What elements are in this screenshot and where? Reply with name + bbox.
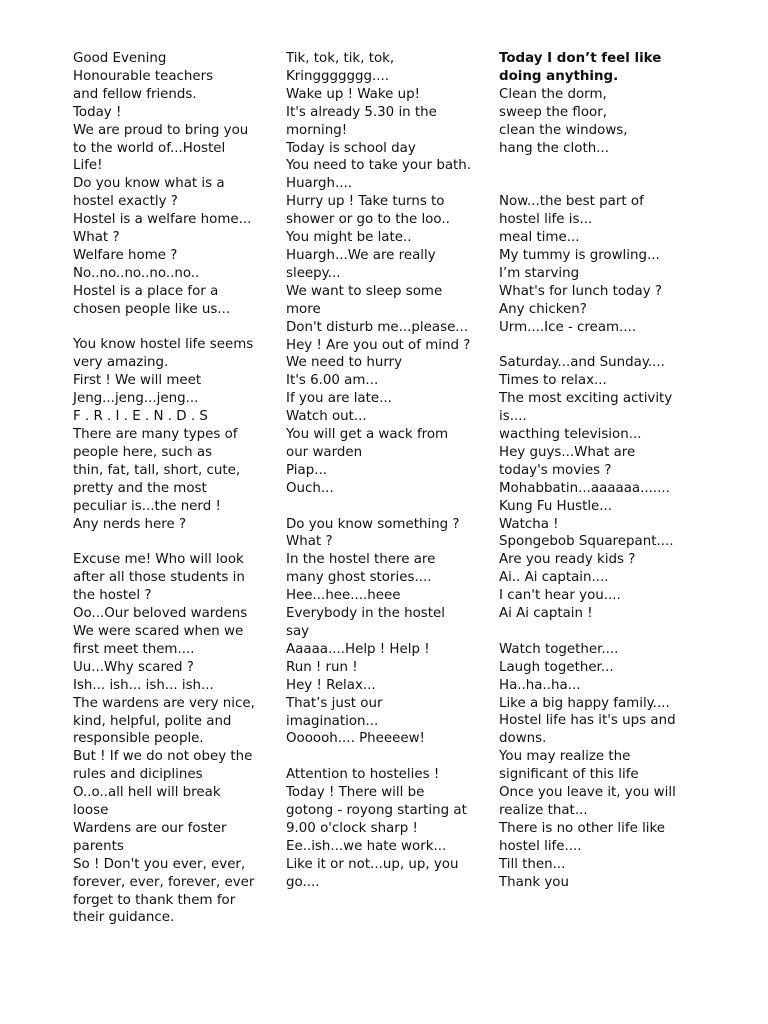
text-line: people here, such as [73, 444, 213, 460]
text-line: Tik, tok, tik, tok, [286, 51, 395, 66]
text-line: Like a big happy family.... [499, 695, 670, 711]
text-line: What ? [286, 534, 333, 550]
text-line: Ee..ish...we hate work... [286, 838, 447, 854]
text-line: But ! If we do not obey the [73, 749, 253, 765]
text-line: Watch out... [286, 409, 367, 425]
text-line: Everybody in the hostel [286, 606, 445, 622]
text-line: Ai.. Ai captain.... [499, 570, 609, 586]
text-line: after all those students in [73, 570, 245, 586]
text-line: What's for lunch today ? [499, 283, 663, 299]
text-line: Ish... ish... ish... ish... [73, 677, 214, 693]
paragraph-gap [499, 157, 676, 175]
text-line: The wardens are very nice, [73, 695, 255, 711]
text-line: realize that... [499, 803, 588, 818]
text-line: responsible people. [73, 731, 204, 747]
text-line: downs. [499, 731, 547, 747]
text-line: kind, helpful, polite and [73, 713, 232, 729]
paragraph-gap [73, 319, 255, 337]
text-line: Saturday...and Sunday.... [499, 355, 665, 371]
text-line: Life! [73, 158, 103, 174]
text-line: O..o..all hell will break [73, 785, 221, 801]
text-line: hostel life is... [499, 212, 593, 228]
text-line: Today ! There will be [286, 785, 425, 801]
text-line: Till then... [499, 856, 566, 872]
text-column-3 [499, 50, 676, 892]
text-line: I’m starving [499, 265, 580, 281]
text-line: sweep the floor, [499, 104, 607, 120]
text-line: Watcha ! [499, 516, 559, 532]
text-line: is.... [499, 409, 527, 425]
text-line: forever, ever, forever, ever [73, 874, 255, 890]
text-line: parents [73, 838, 124, 854]
text-line: What ? [73, 230, 120, 246]
text-line: F . R . I . E . N . D . S [73, 409, 208, 425]
text-line: more [286, 301, 321, 317]
text-line: Ha..ha..ha... [499, 677, 581, 693]
text-line: Thank you [499, 874, 569, 890]
text-line: loose [73, 803, 109, 819]
text-line: shower or go to the loo.. [286, 212, 450, 228]
paragraph-gap [286, 498, 471, 516]
text-line: Times to relax... [499, 373, 607, 389]
text-line: We need to hurry [286, 355, 403, 371]
text-line: sleepy... [286, 265, 341, 281]
text-line: I can't hear you.... [499, 588, 621, 604]
text-line: Clean the dorm, [499, 86, 607, 102]
text-line: Jeng...jeng...jeng... [73, 391, 199, 407]
text-line: Any chicken? [499, 301, 587, 317]
text-line: We are proud to bring you [73, 122, 249, 138]
text-line: wacthing television... [499, 426, 642, 442]
text-line: chosen people like us... [73, 301, 231, 317]
text-line: You know hostel life seems [73, 337, 254, 353]
text-line: Excuse me! Who will look [73, 552, 244, 568]
text-line: Any nerds here ? [73, 516, 187, 532]
text-line: first meet them.... [73, 641, 195, 657]
text-line: very amazing. [73, 355, 169, 371]
text-line: Wardens are our foster [73, 820, 227, 836]
text-line: So ! Don't you ever, ever, [73, 856, 246, 872]
text-line: Oo...Our beloved wardens [73, 606, 248, 622]
text-line: peculiar is...the nerd ! [73, 498, 221, 514]
text-line: Spongebob Squarepant.... [499, 534, 674, 550]
text-line: You will get a wack from [286, 427, 449, 443]
text-line: Hostel is a welfare home... [73, 212, 252, 228]
text-line: That’s just our [286, 695, 383, 711]
text-line: hostel exactly ? [73, 194, 178, 210]
text-line: morning! [286, 122, 348, 138]
text-line: their guidance. [73, 910, 175, 926]
text-line: Laugh together... [499, 659, 614, 675]
text-line: significant of this life [499, 767, 639, 783]
text-line: Once you leave it, you will [499, 785, 676, 801]
text-line: Good Evening [73, 51, 167, 66]
text-line: Ai Ai captain ! [499, 606, 593, 622]
text-line: We were scared when we [73, 623, 244, 639]
text-line: Now...the best part of [499, 194, 644, 210]
text-line: Run ! run ! [286, 659, 358, 675]
text-line: Attention to hostelies ! [286, 767, 440, 783]
text-line: Hostel is a place for a [73, 283, 219, 299]
text-line: Today ! [73, 104, 122, 120]
text-line: Hey ! Relax... [286, 677, 376, 693]
text-line: Honourable teachers [73, 68, 214, 84]
paragraph-gap [499, 336, 676, 354]
text-line: Oooooh.... Pheeeew! [286, 731, 425, 747]
text-line: There are many types of [73, 427, 238, 443]
text-line: our warden [286, 444, 363, 460]
text-line: hang the cloth... [499, 140, 609, 156]
text-line: Kringgggggg.... [286, 68, 390, 84]
paragraph-gap [73, 533, 255, 551]
text-line: My tummy is growling... [499, 247, 660, 263]
text-line: If you are late... [286, 391, 392, 407]
text-line: Ouch... [286, 480, 334, 496]
text-line: There is no other life like [499, 820, 666, 836]
text-line: say [286, 623, 310, 639]
text-line: gotong - royong starting at [286, 803, 467, 819]
text-line: go.... [286, 874, 320, 890]
text-line: meal time... [499, 230, 580, 246]
text-line: We want to sleep some [286, 283, 443, 299]
text-line: Don't disturb me...please... [286, 319, 469, 335]
text-line: clean the windows, [499, 122, 628, 138]
text-line: Urm....Ice - cream.... [499, 319, 637, 335]
text-line: In the hostel there are [286, 552, 436, 568]
paragraph-gap [499, 623, 676, 641]
paragraph-gap [286, 748, 471, 766]
text-line: Do you know what is a [73, 176, 225, 192]
text-line: The most exciting activity [499, 391, 673, 407]
text-line: Hurry up ! Take turns to [286, 194, 445, 210]
text-line: forget to thank them for [73, 892, 236, 908]
text-line: Piap... [286, 462, 327, 478]
heading-line: doing anything. [499, 68, 619, 84]
text-line: Hey guys...What are [499, 444, 636, 460]
text-line: Kung Fu Hustle... [499, 498, 613, 514]
text-line: Are you ready kids ? [499, 552, 636, 568]
text-line: It's already 5.30 in the [286, 104, 437, 120]
text-line: Like it or not...up, up, you [286, 856, 459, 872]
text-line: Huargh...We are really [286, 247, 436, 263]
text-line: Huargh.... [286, 176, 353, 192]
text-line: Hey ! Are you out of mind ? [286, 337, 471, 353]
text-line: You need to take your bath. [286, 158, 472, 174]
text-line: Welfare home ? [73, 247, 178, 263]
text-line: the hostel ? [73, 588, 152, 604]
text-line: Hee...hee....heee [286, 588, 401, 604]
text-line: Today is school day [286, 140, 416, 156]
text-line: today's movies ? [499, 462, 612, 478]
text-line: You may realize the [499, 749, 631, 765]
text-line: You might be late.. [286, 230, 412, 246]
text-line: Uu...Why scared ? [73, 659, 194, 675]
text-line: Do you know something ? [286, 516, 460, 532]
text-line: Mohabbatin...aaaaaa....... [499, 480, 670, 496]
text-line: Aaaaa....Help ! Help ! [286, 641, 430, 657]
heading-line: Today I don’t feel like [499, 51, 662, 66]
text-line: pretty and the most [73, 480, 207, 496]
text-column-2 [286, 50, 471, 892]
text-line: 9.00 o'clock sharp ! [286, 820, 418, 836]
text-line: to the world of...Hostel [73, 140, 226, 156]
text-column-1 [73, 50, 255, 927]
text-line: Watch together.... [499, 641, 619, 657]
text-line: hostel life.... [499, 838, 582, 854]
text-line: rules and diciplines [73, 767, 203, 783]
text-line: It's 6.00 am... [286, 373, 379, 389]
text-line: and fellow friends. [73, 86, 197, 102]
text-line: many ghost stories.... [286, 570, 432, 586]
text-line: Hostel life has it's ups and [499, 713, 676, 729]
text-line: thin, fat, tall, short, cute, [73, 462, 241, 478]
text-line: Wake up ! Wake up! [286, 86, 420, 102]
text-line: No..no..no..no..no.. [73, 265, 200, 281]
text-line: imagination... [286, 713, 379, 729]
paragraph-gap [499, 175, 676, 193]
text-line: First ! We will meet [73, 373, 202, 389]
